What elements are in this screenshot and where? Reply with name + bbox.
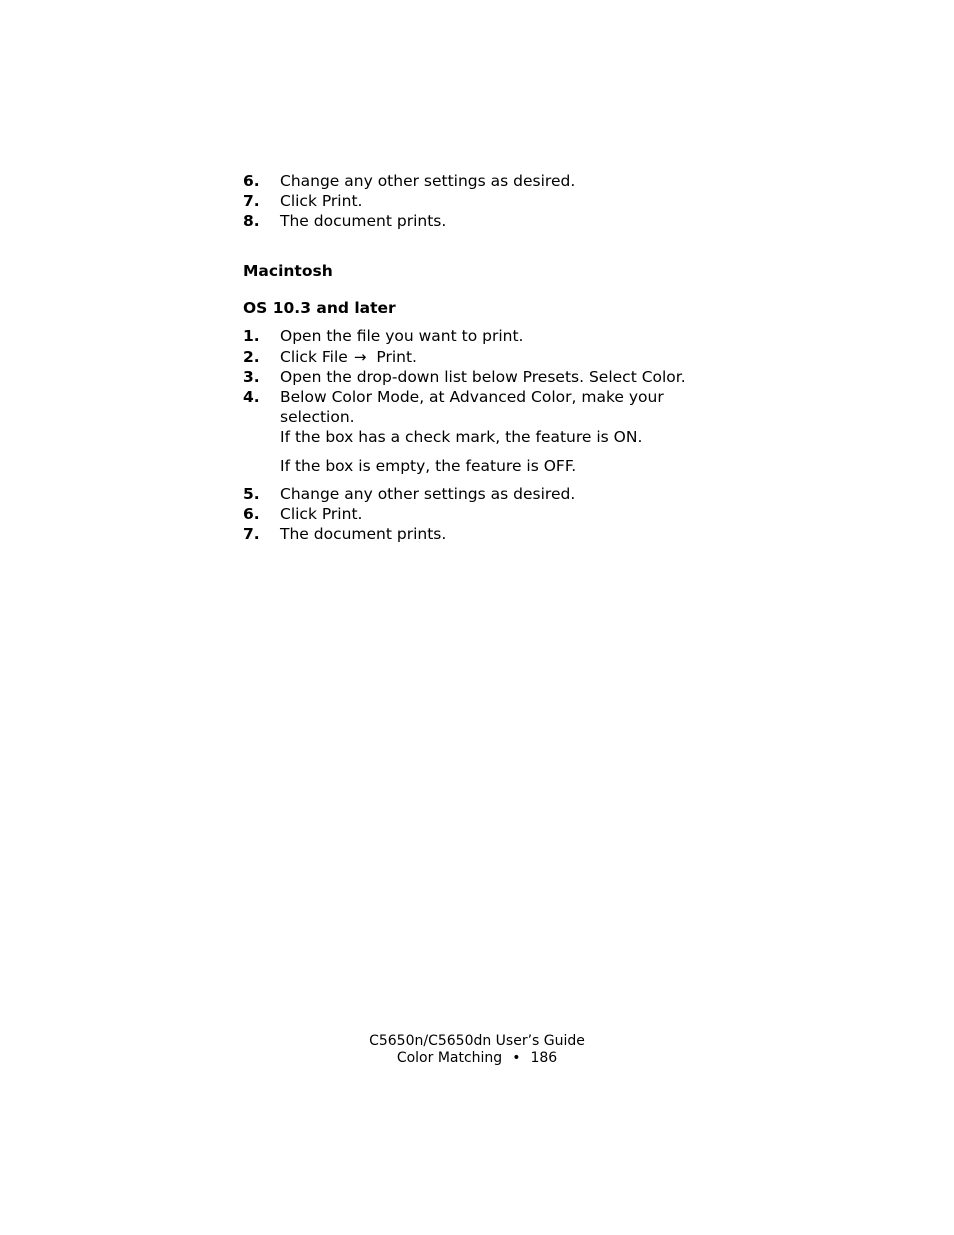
list-item [243,326,713,346]
page-footer [0,1033,954,1067]
document-body [243,171,713,544]
list-item [243,191,713,211]
right-arrow-icon: → [353,348,367,366]
bullet-icon: • [512,1050,521,1066]
step-text: Open the drop-down list below Presets. Select Color. [280,368,686,386]
footer-guide-title: C5650n/C5650dn User’s Guide [369,1033,585,1049]
list-item [243,367,713,387]
list-item [243,524,713,544]
section-heading-macintosh: Macintosh [243,262,333,280]
step-number: 7. [243,525,260,543]
step-text: The document prints. [280,212,447,230]
list-item [243,211,713,231]
step-text: The document prints. [280,525,447,543]
subsection-heading-os: OS 10.3 and later [243,299,396,317]
footer-section-line [0,1050,954,1067]
step-number: 6. [243,505,260,523]
step-number: 5. [243,485,260,503]
list-item [243,347,713,367]
step-number: 7. [243,192,260,210]
step-text: Click Print. [280,192,363,210]
list-item [243,484,713,504]
step-text: Below Color Mode, at Advanced Color, make your selection. [280,388,664,426]
page-number: 186 [530,1050,558,1066]
list-item [243,171,713,191]
step-number: 1. [243,327,260,345]
step-text: Click Print. [280,505,363,523]
step-note: If the box has a check mark, the feature is ON. [280,428,643,446]
step-number: 8. [243,212,260,230]
step-number: 4. [243,388,260,406]
list-item [243,387,713,427]
list-item [243,504,713,524]
step-text: Click File [280,348,348,366]
step-text: Change any other settings as desired. [280,485,576,503]
step-note: If the box is empty, the feature is OFF. [280,457,577,475]
footer-section: Color Matching [396,1050,503,1066]
step-number: 3. [243,368,260,386]
step-text: Open the file you want to print. [280,327,524,345]
steps-list-windows-continued [243,171,713,231]
step-text: Print. [376,348,417,366]
step-text: Change any other settings as desired. [280,172,576,190]
step-number: 6. [243,172,260,190]
steps-list-macintosh [243,326,713,544]
step-number: 2. [243,348,260,366]
